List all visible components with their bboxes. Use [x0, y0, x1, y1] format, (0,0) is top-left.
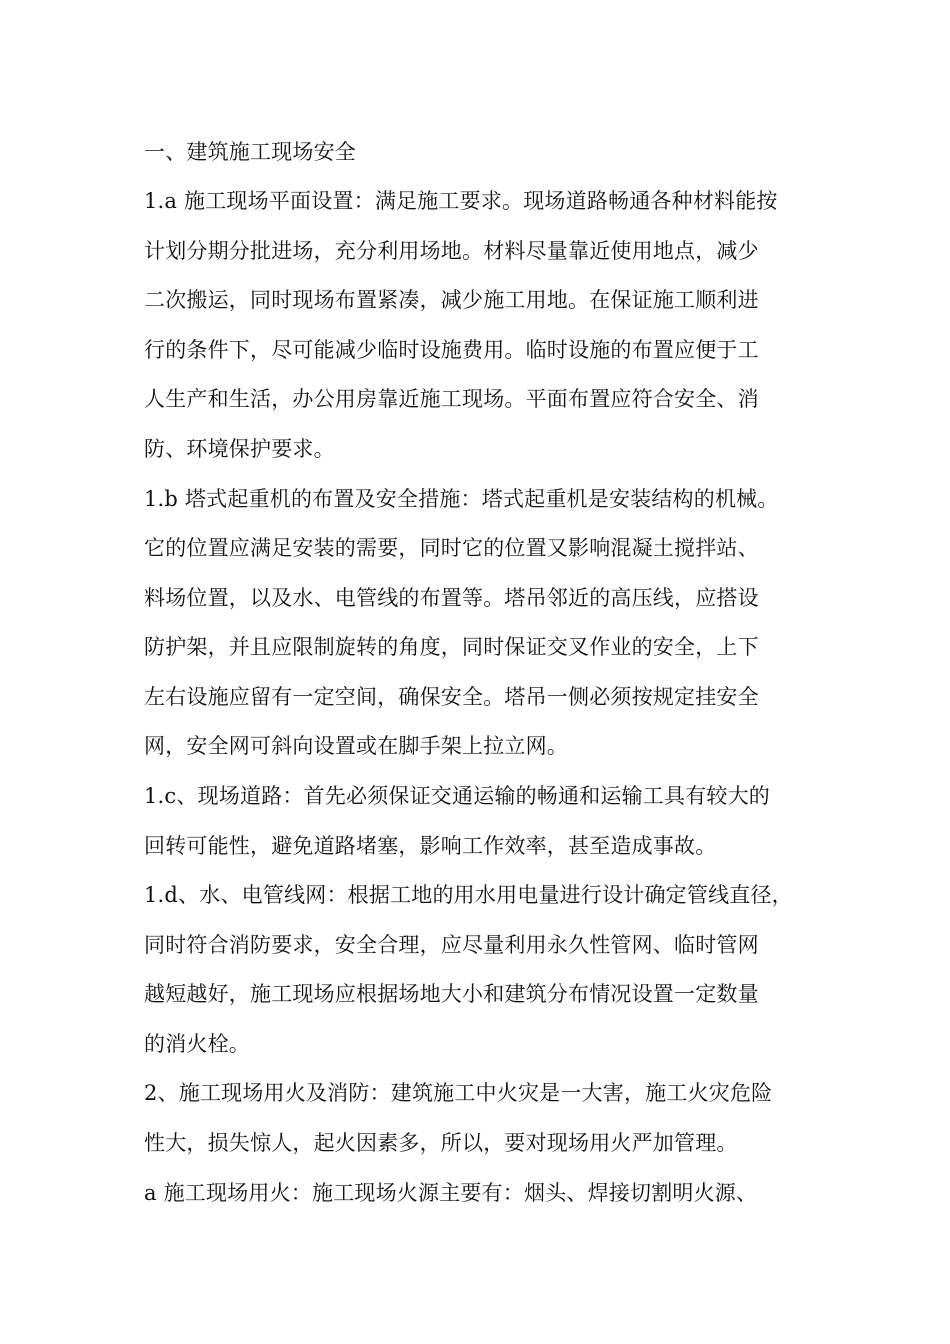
text-line: 计划分期分批进场，充分利用场地。材料尽量靠近使用地点，减少 — [144, 239, 759, 263]
text-line: 性大，损失惊人，起火因素多，所以，要对现场用火严加管理。 — [144, 1131, 738, 1155]
text-line: 同时符合消防要求，安全合理，应尽量利用永久性管网、临时管网 — [144, 933, 759, 957]
text-line: 行的条件下，尽可能减少临时设施费用。临时设施的布置应便于工 — [144, 338, 759, 362]
text-line: 越短越好，施工现场应根据场地大小和建筑分布情况设置一定数量 — [144, 982, 759, 1006]
text-line: 的消火栓。 — [144, 1032, 250, 1056]
text-line: 回转可能性，避免道路堵塞，影响工作效率，甚至造成事故。 — [144, 834, 717, 858]
text-line: 料场位置，以及水、电管线的布置等。塔吊邻近的高压线，应搭设 — [144, 586, 759, 610]
text-line: 防、环境保护要求。 — [144, 437, 335, 461]
text-line: 1.d、水、电管线网：根据工地的用水用电量进行设计确定管线直径， — [144, 883, 793, 907]
text-line: 2、施工现场用火及消防：建筑施工中火灾是一大害，施工火灾危险 — [144, 1081, 773, 1105]
text-line: 它的位置应满足安装的需要，同时它的位置又影响混凝土搅拌站、 — [144, 536, 759, 560]
section-heading: 一、建筑施工现场安全 — [144, 140, 356, 164]
text-line: 1.a 施工现场平面设置：满足施工要求。现场道路畅通各种材料能按 — [144, 189, 778, 213]
text-line: 网，安全网可斜向设置或在脚手架上拉立网。 — [144, 734, 568, 758]
text-line: a 施工现场用火：施工现场火源主要有：烟头、焊接切割明火源、 — [144, 1181, 758, 1205]
text-line: 1.b 塔式起重机的布置及安全措施：塔式起重机是安装结构的机械。 — [144, 487, 779, 511]
text-line: 人生产和生活，办公用房靠近施工现场。平面布置应符合安全、消 — [144, 387, 759, 411]
text-line: 防护架，并且应限制旋转的角度，同时保证交叉作业的安全，上下 — [144, 635, 759, 659]
text-line: 二次搬运，同时现场布置紧凑，减少施工用地。在保证施工顺利进 — [144, 288, 759, 312]
text-line: 1.c、现场道路：首先必须保证交通运输的畅通和运输工具有较大的 — [144, 784, 770, 808]
text-line: 左右设施应留有一定空间，确保安全。塔吊一侧必须按规定挂安全 — [144, 685, 759, 709]
